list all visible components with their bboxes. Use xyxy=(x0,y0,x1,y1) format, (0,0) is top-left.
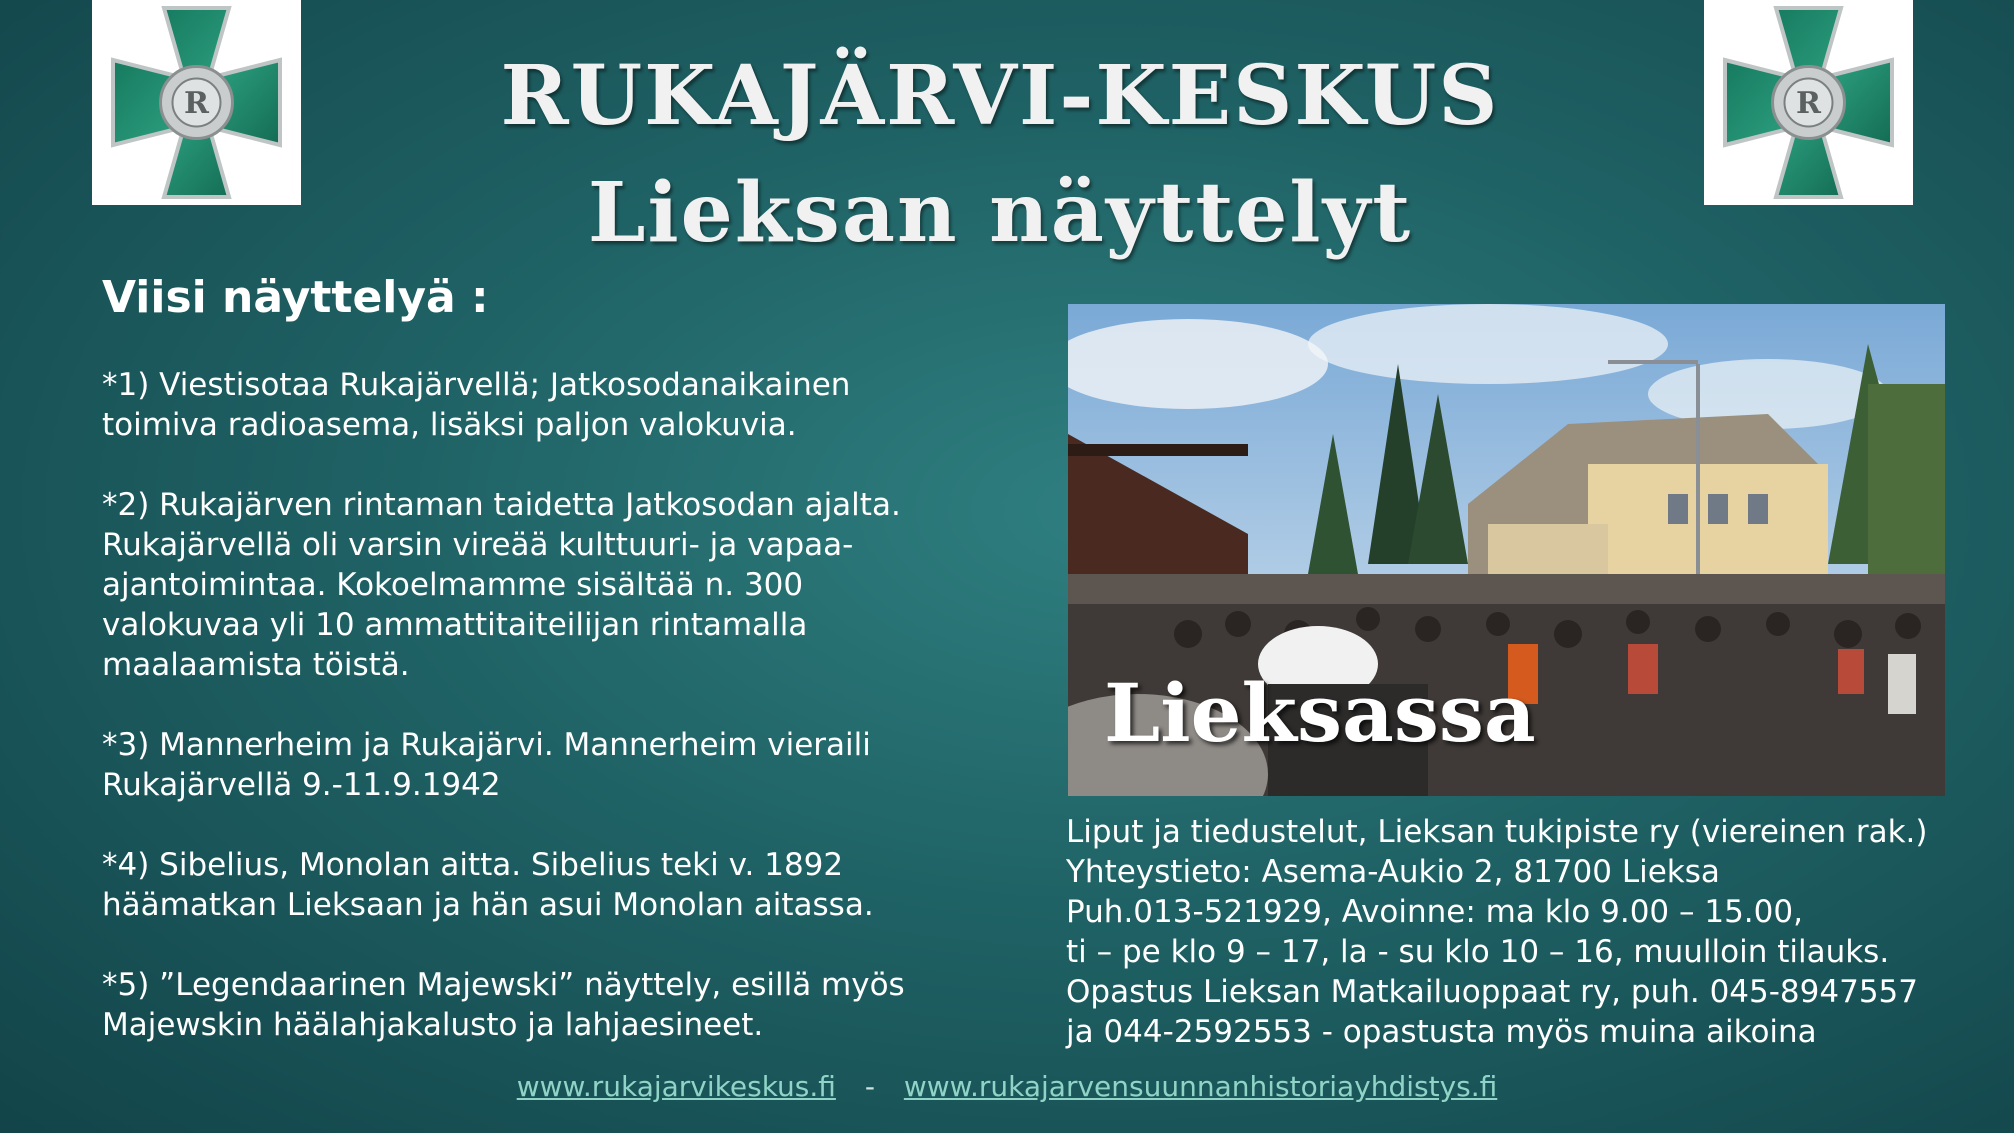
logo-right xyxy=(1704,0,1913,205)
cross-emblem-icon xyxy=(1704,0,1913,205)
photo-caption: Lieksassa xyxy=(1104,666,1536,760)
page-subtitle: Lieksan näyttelyt xyxy=(587,165,1413,261)
exhibition-line: Rukajärvellä 9.-11.9.1942 xyxy=(102,767,501,803)
info-line: ja 044-2592553 - opastusta myös muina aikoina xyxy=(1066,1014,1817,1050)
svg-text:R: R xyxy=(1796,86,1821,121)
footer-links xyxy=(0,1070,2014,1103)
exhibition-item xyxy=(102,365,982,445)
exhibition-line: *3) Mannerheim ja Rukajärvi. Mannerheim vieraili xyxy=(102,727,871,763)
exhibition-line: *2) Rukajärven rintaman taidetta Jatkosodan ajalta. xyxy=(102,487,901,523)
rukajarvikeskus-link[interactable]: www.rukajarvikeskus.fi xyxy=(516,1070,836,1103)
page-title: RUKAJÄRVI-KESKUS xyxy=(500,48,1500,144)
exhibition-line: ajantoimintaa. Kokoelmamme sisältää n. 300 xyxy=(102,567,804,603)
exhibition-line: *4) Sibelius, Monolan aitta. Sibelius teki v. 1892 xyxy=(102,847,844,883)
link-separator: - xyxy=(864,1070,875,1103)
exhibition-item xyxy=(102,965,982,1045)
exhibition-line: toimiva radioasema, lisäksi paljon valokuvia. xyxy=(102,407,797,443)
exhibitions-list xyxy=(102,365,982,1085)
info-line: Puh.013-521929, Avoinne: ma klo 9.00 – 15.00, xyxy=(1066,894,1803,930)
info-line: ti – pe klo 9 – 17, la - su klo 10 – 16, muulloin tilauks. xyxy=(1066,934,1890,970)
exhibition-line: maalaamista töistä. xyxy=(102,647,410,683)
info-line: Opastus Lieksan Matkailuoppaat ry, puh. 045-8947557 xyxy=(1066,974,1918,1010)
cross-emblem-icon xyxy=(92,0,301,205)
svg-text:R: R xyxy=(184,86,209,121)
logo-left xyxy=(92,0,301,205)
exhibition-item xyxy=(102,725,982,805)
historiayhdistys-link[interactable]: www.rukajarvensuunnanhistoriayhdistys.fi xyxy=(903,1070,1498,1103)
exhibition-line: häämatkan Lieksaan ja hän asui Monolan aitassa. xyxy=(102,887,874,923)
exhibition-line: *1) Viestisotaa Rukajärvellä; Jatkosodanaikainen xyxy=(102,367,851,403)
info-line: Yhteystieto: Asema-Aukio 2, 81700 Lieksa xyxy=(1066,854,1720,890)
exhibition-line: *5) ”Legendaarinen Majewski” näyttely, esillä myös xyxy=(102,967,905,1003)
info-line: Liput ja tiedustelut, Lieksan tukipiste ry (viereinen rak.) xyxy=(1066,814,1928,850)
contact-info xyxy=(1066,812,1966,1052)
exhibition-item xyxy=(102,845,982,925)
exhibition-line: Rukajärvellä oli varsin vireää kulttuuri- ja vapaa- xyxy=(102,527,854,563)
exhibitions-heading: Viisi näyttelyä : xyxy=(102,272,489,323)
exhibition-line: Majewskin häälahjakalusto ja lahjaesineet. xyxy=(102,1007,764,1043)
station-photo xyxy=(1068,304,1945,796)
exhibition-item xyxy=(102,485,982,685)
exhibition-line: valokuvaa yli 10 ammattitaiteilijan rintamalla xyxy=(102,607,808,643)
